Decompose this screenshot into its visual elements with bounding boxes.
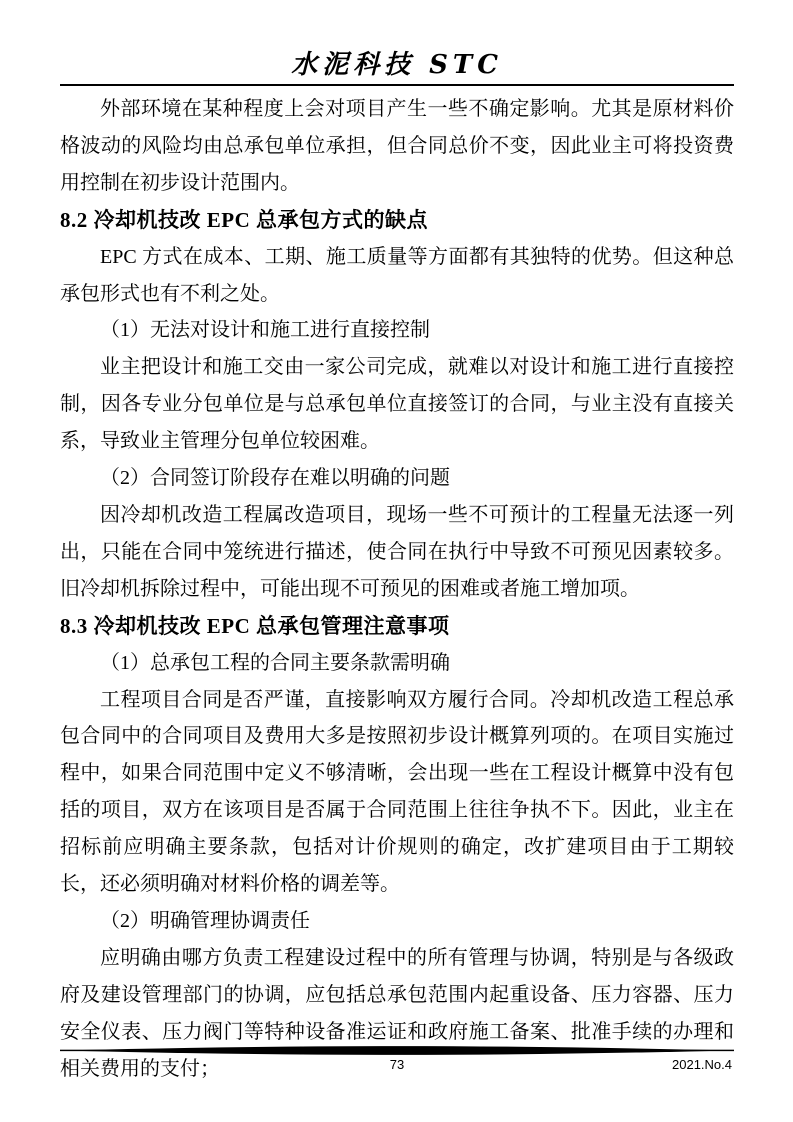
page-header bbox=[60, 48, 734, 86]
issue-label: 2021.No.4 bbox=[672, 1057, 732, 1072]
paragraph: 业主把设计和施工交由一家公司完成，就难以对设计和施工进行直接控制，因各专业分包单位是与总承包单位直接签订的合同，与业主没有直接关系，导致业主管理分包单位较困难。 bbox=[60, 356, 734, 453]
footer-meta bbox=[60, 1056, 734, 1074]
article-body bbox=[60, 91, 734, 1087]
page-footer bbox=[60, 1045, 734, 1074]
list-item: （2）明确管理协调责任 bbox=[100, 909, 310, 932]
paragraph: 应明确由哪方负责工程建设过程中的所有管理与协调，特别是与各级政府及建设管理部门的协调，应包括总承包范围内起重设备、压力容器、压力安全仪表、压力阀门等特种设备准运证和政府施工备案、批准手续的办理和相关费用的支付； bbox=[60, 946, 734, 1080]
paragraph: 外部环境在某种程度上会对项目产生一些不确定影响。尤其是原材料价格波动的风险均由总承包单位承担，但合同总价不变，因此业主可将投资费用控制在初步设计范围内。 bbox=[60, 98, 734, 194]
journal-title: 水泥科技 STC bbox=[291, 50, 503, 80]
list-item: （1）无法对设计和施工进行直接控制 bbox=[100, 319, 430, 342]
list-item: （1）总承包工程的合同主要条款需明确 bbox=[100, 651, 450, 674]
list-item: （2）合同签订阶段存在难以明确的问题 bbox=[100, 467, 450, 490]
paragraph: 因冷却机改造工程属改造项目，现场一些不可预计的工程量无法逐一列出，只能在合同中笼统进行描述，使合同在执行中导致不可预见因素较多。旧冷却机拆除过程中，可能出现不可预见的困难或者施工增加项。 bbox=[60, 503, 734, 600]
footer-rule bbox=[60, 1045, 734, 1056]
section-heading: 8.3 冷却机技改 EPC 总承包管理注意事项 bbox=[60, 613, 450, 638]
paragraph: 工程项目合同是否严谨，直接影响双方履行合同。冷却机改造工程总承包合同中的合同项目及费用大多是按照初步设计概算列项的。在项目实施过程中，如果合同范围中定义不够清晰，会出现一些在工程设计概算中没有包括的项目，双方在该项目是否属于合同范围上往往争执不下。因此，业主在招标前应明确主要条款，包括对计价规则的确定，改扩建项目由于工期较长，还必须明确对材料价格的调差等。 bbox=[60, 688, 734, 896]
section-heading: 8.2 冷却机技改 EPC 总承包方式的缺点 bbox=[60, 207, 428, 232]
header-rule bbox=[60, 84, 734, 86]
page-number: 73 bbox=[389, 1057, 405, 1072]
paragraph: EPC 方式在成本、工期、施工质量等方面都有其独特的优势。但这种总承包形式也有不利之处。 bbox=[60, 245, 734, 305]
